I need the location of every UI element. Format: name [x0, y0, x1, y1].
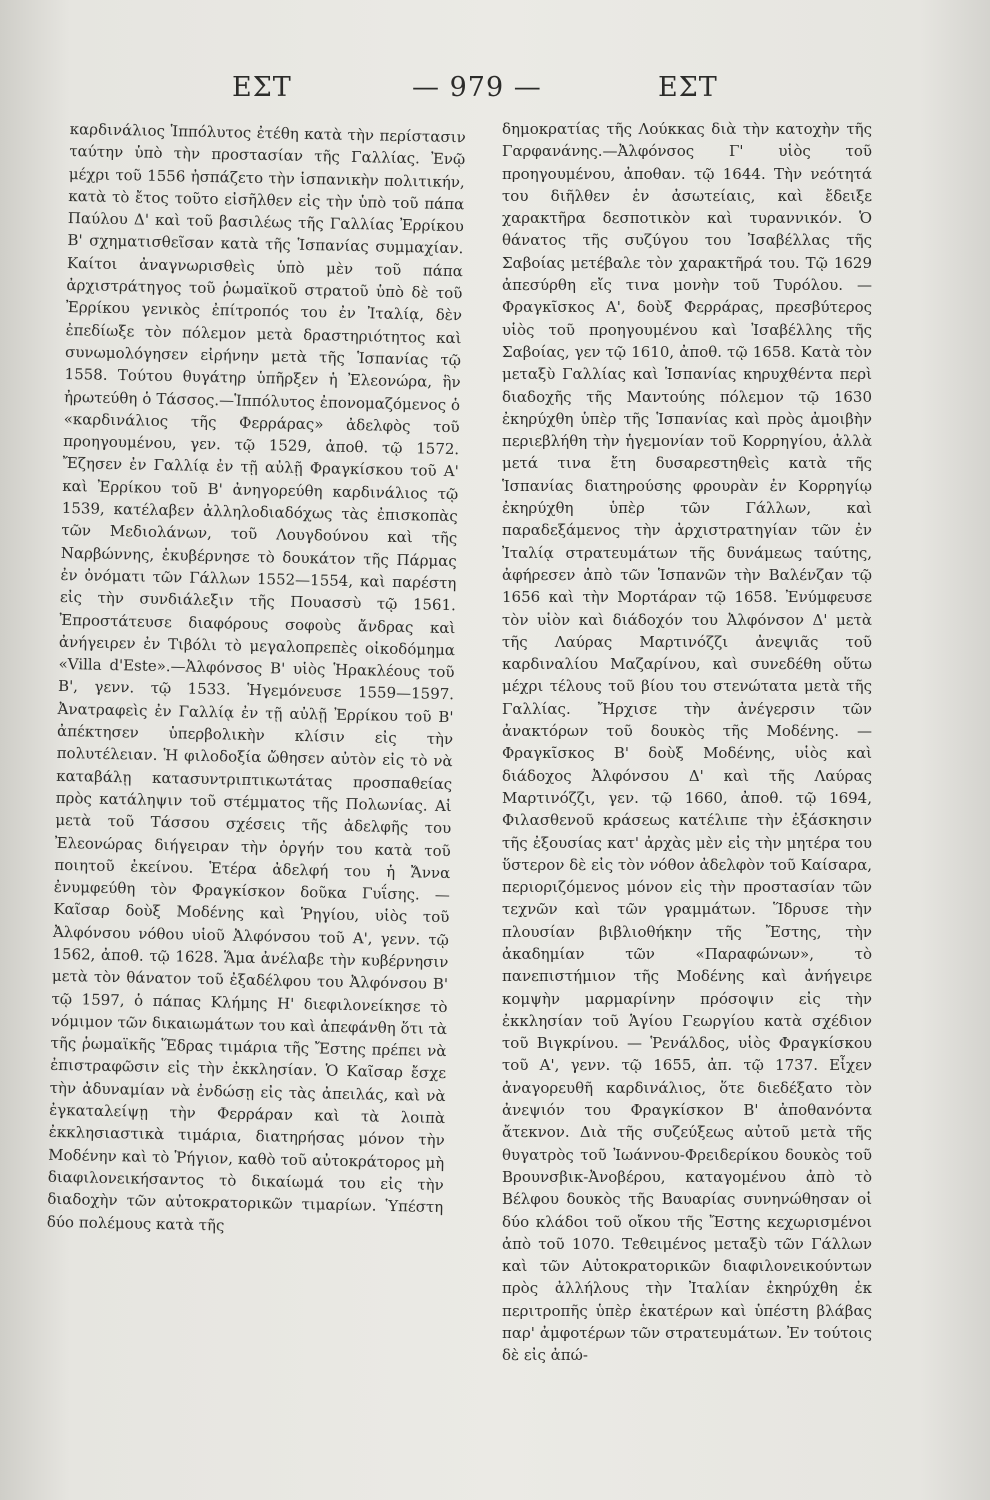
right-column-text: δημοκρατίας τῆς Λούκκας διὰ τὴν κατοχὴν τῆς Γαρφανάνης.—Ἀλφόνσος Γ' υἱὸς τοῦ προηγουμένου, ἀποθαν. τῷ 1644. Τὴν νεότητά του διῆλθεν ἐν ἀσωτείαις, καὶ ἔδειξε χαρακτῆρα δεσποτικὸν καὶ τυραννικόν. Ὁ θάνατος τῆς συζύγου του Ἰσαβέλλας τῆς Σαβοίας μετέβαλε τὸν χαρακτῆρά του. Τῷ 1629 ἀπεσύρθη εἴς τινα μονὴν τοῦ Τυρόλου. — Φραγκῖσκος Α', δοὺξ Φερράρας, πρεσβύτερος υἱὸς τοῦ προηγουμένου καὶ Ἰσαβέλλης τῆς Σαβοίας, γεν τῷ 1610, ἀποθ. τῷ 1658. Κατὰ τὸν μεταξὺ Γαλλίας καὶ Ἱσπανίας κηρυχθέντα περὶ διαδοχῆς τῆς Μαντούης πόλεμον τῷ 1630 ἐκηρύχθη ὑπὲρ τῆς Ἱσπανίας καὶ πρὸς ἀμοιβὴν περιεβλήθη τὴν ἡγεμονίαν τοῦ Κορρηγίου, ἀλλὰ μετά τινα ἔτη δυσαρεστηθεὶς κατὰ τῆς Ἱσπανίας διατηρούσης φρουρὰν ἐν Κορρηγίῳ ἐκηρύχθη ὑπὲρ τῶν Γάλλων, καὶ παραδεξάμενος τὴν ἀρχιστρατηγίαν τῶν ἐν Ἰταλίᾳ στρατευμάτων τῆς δυνάμεως ταύτης, ἀφήρεσεν ἀπὸ τῶν Ἱσπανῶν τὴν Βαλένζαν τῷ 1656 καὶ τὴν Μορτάραν τῷ 1658. Ἐνύμφευσε τὸν υἱὸν καὶ διάδοχόν του Ἀλφόνσον Δ' μετὰ τῆς Λαύρας Μαρτινόζζι ἀνεψιᾶς τοῦ καρδιναλίου Μαζαρίνου, καὶ συνεδέθη οὕτω μέχρι τέλους τοῦ βίου του στενώτατα μετὰ τῆς Γαλλίας. Ἤρχισε τὴν ἀνέγερσιν τῶν ἀνακτόρων τοῦ δουκὸς τῆς Μοδένης. — Φραγκῖσκος Β' δοὺξ Μοδένης, υἱὸς καὶ διάδοχος Ἀλφόνσου Δ' καὶ τῆς Λαύρας Μαρτινόζζι, γεν. τῷ 1660, ἀποθ. τῷ 1694, Φιλασθενοῦ κράσεως κατέλιπε τὴν ἐξάσκησιν τῆς ἐξουσίας κατ' ἀρχὰς μὲν εἰς τὴν μητέρα του ὕστερον δὲ εἰς τὸν νόθον ἀδελφὸν τοῦ Καίσαρα, περιοριζόμενος μόνον εἰς τὴν προστασίαν τῶν τεχνῶν καὶ τῶν γραμμάτων. Ἵδρυσε τὴν πλουσίαν βιβλιοθήκην τῆς Ἔστης, τὴν ἀκαδημίαν τῶν «Παραφώνων», τὸ πανεπιστήμιον τῆς Μοδένης καὶ ἀνήγειρε κομψὴν μαρμαρίνην πρόσοψιν εἰς τὴν ἐκκλησίαν τοῦ Ἁγίου Γεωργίου κατὰ σχέδιον τοῦ Βιγκρίνου. — Ῥενάλδος, υἱὸς Φραγκίσκου τοῦ Α', γενν. τῷ 1655, ἀπ. τῷ 1737. Εἶχεν ἀναγορευθῆ καρδινάλιος, ὅτε διεδέξατο τὸν ἀνεψιόν του Φραγκίσκον Β' ἀποθανόντα ἄτεκνον. Διὰ τῆς συζεύξεως αὐτοῦ μετὰ τῆς θυγατρὸς τοῦ Ἰωάννου-Φρειδερίκου δουκὸς τοῦ Βρουνσβικ-Ἀνοβέρου, καταγομένου ἀπὸ τὸ Βέλφου δουκὸς τῆς Βαυαρίας συνηνώθησαν οἱ δύο κλάδοι τοῦ οἴκου τῆς Ἔστης κεχωρισμένοι ἀπὸ τοῦ 1070. Τεθειμένος μεταξὺ τῶν Γάλλων καὶ τῶν Αὐτοκρατορικῶν διαφιλονεικούντων πρὸς ἀλλήλους τὴν Ἰταλίαν ἐκηρύχθη ἐκ περιτροπῆς ὑπὲρ ἑκατέρων καὶ ὑπέστη βλάβας παρ' ἀμφοτέρων τῶν στρατευμάτων. Ἐν τούτοις δὲ εἰς ἀπώ-: [502, 120, 872, 1365]
right-column: [502, 118, 872, 1367]
page-number: — 979 —: [412, 72, 542, 103]
header-right-keyword: ΕΣΤ: [658, 72, 718, 103]
running-head: [0, 72, 990, 112]
header-left-keyword: ΕΣΤ: [232, 72, 292, 103]
left-column-text: καρδινάλιος Ἱππόλυτος ἐτέθη κατὰ τὴν περίστασιν ταύτην ὑπὸ τὴν προστασίαν τῆς Γαλλίας. Ἐνῷ μέχρι τοῦ 1556 ἠσπάζετο τὴν ἱσπανικὴν πολιτικήν, κατὰ τὸ ἔτος τοῦτο εἰσῆλθεν εἰς τὴν ὑπὸ τοῦ πάπα Παύλου Δ' καὶ τοῦ βασιλέως τῆς Γαλλίας Ἐρρίκου Β' σχηματισθεῖσαν κατὰ τῆς Ἱσπανίας συμμαχίαν. Καίτοι ἀναγνωρισθεὶς ὑπὸ μὲν τοῦ πάπα ἀρχιστράτηγος τοῦ ῥωμαϊκοῦ στρατοῦ ὑπὸ δὲ τοῦ Ἐρρίκου γενικὸς ἐπίτροπός του ἐν Ἰταλίᾳ, δὲν ἐπεδίωξε τὸν πόλεμον μετὰ δραστηριότητος καὶ συνωμολόγησεν εἰρήνην μετὰ τῆς Ἱσπανίας τῷ 1558. Τούτου θυγάτηρ ὑπῆρξεν ἡ Ἐλεονώρα, ἣν ἠρωτεύθη ὁ Τάσσος.—Ἱππόλυτος ἐπονομαζόμενος ὁ «καρδινάλιος τῆς Φερράρας» ἀδελφὸς τοῦ προηγουμένου, γεν. τῷ 1529, ἀποθ. τῷ 1572. Ἔζησεν ἐν Γαλλίᾳ ἐν τῇ αὐλῇ Φραγκίσκου τοῦ Α' καὶ Ἐρρίκου τοῦ Β' ἀνηγορεύθη καρδινάλιος τῷ 1539, κατέλαβεν ἀλληλοδιαδόχως τὰς ἐπισκοπὰς τῶν Μεδιολάνων, τοῦ Λουγδούνου καὶ τῆς Ναρβώννης, ἐκυβέρνησε τὸ δουκάτον τῆς Πάρμας ἐν ὀνόματι τῶν Γάλλων 1552—1554, καὶ παρέστη εἰς τὴν συνδιάλεξιν τῆς Πουασσὺ τῷ 1561. Ἐπροστάτευσε διαφόρους σοφοὺς ἄνδρας καὶ ἀνήγειρεν ἐν Τιβόλι τὸ μεγαλοπρεπὲς οἰκοδόμημα «Villa d'Este».—Ἀλφόνσος Β' υἱὸς Ἡρακλέους τοῦ Β', γενν. τῷ 1533. Ἡγεμόνευσε 1559—1597. Ἀνατραφεὶς ἐν Γαλλίᾳ ἐν τῇ αὐλῇ Ἐρρίκου τοῦ Β' ἀπέκτησεν ὑπερβολικὴν κλίσιν εἰς τὴν πολυτέλειαν. Ἡ φιλοδοξία ὤθησεν αὐτὸν εἰς τὸ νὰ καταβάλῃ κατασυντριπτικωτάτας προσπαθείας πρὸς κατάληψιν τοῦ στέμματος τῆς Πολωνίας. Αἱ μετὰ τοῦ Τάσσου σχέσεις τῆς ἀδελφῆς του Ἐλεονώρας διήγειραν τὴν ὀργήν του κατὰ τοῦ ποιητοῦ ἐκείνου. Ἑτέρα ἀδελφή του ἡ Ἄννα ἐνυμφεύθη τὸν Φραγκίσκον δοῦκα Γυΐσης. — Καῖσαρ δοὺξ Μοδένης καὶ Ῥηγίου, υἱὸς τοῦ Ἀλφόνσου νόθου υἱοῦ Ἀλφόνσου τοῦ Α', γενν. τῷ 1562, ἀποθ. τῷ 1628. Ἅμα ἀνέλαβε τὴν κυβέρνησιν μετὰ τὸν θάνατον τοῦ ἐξαδέλφου του Ἀλφόνσου Β' τῷ 1597, ὁ πάπας Κλήμης Η' διεφιλονείκησε τὸ νόμιμον τῶν δικαιωμάτων του καὶ ἀπεφάνθη ὅτι τὰ τῆς ῥωμαϊκῆς Ἕδρας τιμάρια τῆς Ἔστης πρέπει νὰ ἐπιστραφῶσιν εἰς τὴν ἐκκλησίαν. Ὁ Καῖσαρ ἔσχε τὴν ἀδυναμίαν νὰ ἐνδώσῃ εἰς τὰς ἀπειλάς, καὶ νὰ ἐγκαταλείψῃ τὴν Φερράραν καὶ τὰ λοιπὰ ἐκκλησιαστικὰ τιμάρια, διατηρήσας μόνον τὴν Μοδένην καὶ τὸ Ῥήγιον, καθὸ τοῦ αὐτοκράτορος μὴ διαφιλονεικήσαντος τὸ δικαίωμά του εἰς τὴν διαδοχὴν τῶν αὐτοκρατορικῶν τιμαρίων. Ὑπέστη δύο πολέμους κατὰ τῆς: [46, 119, 466, 1235]
left-column: [47, 118, 466, 1241]
